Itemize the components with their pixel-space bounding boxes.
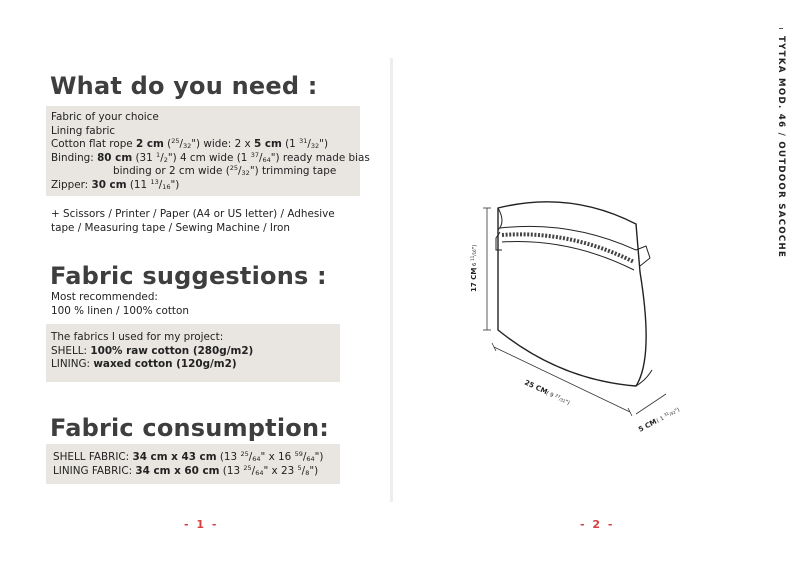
materials-box bbox=[46, 106, 370, 196]
left-tab bbox=[496, 232, 502, 250]
width-dim-tick-left bbox=[492, 343, 496, 351]
width-cm-label: 25 CM bbox=[523, 378, 549, 397]
fabric-lining: LINING: waxed cotton (120g/m2) bbox=[51, 358, 237, 371]
zipper-teeth bbox=[502, 234, 634, 262]
width-dim-tick-right bbox=[628, 408, 632, 416]
depth-cm-label: 5 CM bbox=[637, 417, 659, 434]
consumption-lining: LINING FABRIC: 34 cm x 60 cm (13 $^{25}/_{64}$" x 23 $^5/_8$") bbox=[53, 463, 319, 477]
pouch-depth-edge bbox=[636, 370, 652, 386]
heading-fabric-suggestions: Fabric suggestions : bbox=[50, 262, 327, 290]
page-number-right: - 2 - bbox=[580, 518, 615, 531]
heading-fabric-consumption: Fabric consumption: bbox=[50, 414, 330, 442]
fabrics-used-box bbox=[46, 324, 340, 382]
pouch-zipper-bottom bbox=[502, 242, 634, 270]
page-divider bbox=[390, 58, 393, 502]
pouch-outline bbox=[498, 202, 646, 386]
height-in-label: ( 6 $^{11}_{/16}$") bbox=[470, 244, 478, 270]
recommendation-text: Most recommended: 100 % linen / 100% cotton bbox=[51, 291, 189, 317]
material-rope: Cotton flat rope 2 cm $(^{25}/_{32}")$ wide: 2 x 5 cm (1 $^{31}/_{32}$") bbox=[51, 137, 329, 151]
pouch-diagram bbox=[440, 180, 700, 440]
material-zipper: Zipper: 30 cm (11 $^{13}/_{16}$") bbox=[51, 177, 180, 191]
consumption-shell: SHELL FABRIC: 34 cm x 43 cm (13 $^{25}/_{64}$" x 16 $^{59}/_{64}$") bbox=[53, 450, 324, 463]
material-binding: Binding: 80 cm (31 $^1/_2$") 4 cm wide (1 $^{37}/_{64}$") ready made bias bbox=[51, 150, 370, 164]
side-title-dash bbox=[779, 28, 783, 29]
width-in-label: ( 9 $^{27}_{/32}$") bbox=[544, 390, 571, 407]
material-fabric: Fabric of your choice bbox=[51, 111, 159, 123]
height-cm-label: 17 CM bbox=[470, 267, 478, 292]
tools-text: + Scissors / Printer / Paper (A4 or US letter) / Adhesive tape / Measuring tape / Sewing Machine / Iron bbox=[51, 208, 335, 234]
material-lining: Lining fabric bbox=[51, 124, 116, 137]
fabric-shell: SHELL: 100% raw cotton (280g/m2) bbox=[51, 344, 254, 357]
depth-dim-line bbox=[636, 394, 666, 414]
heading-what-you-need: What do you need : bbox=[50, 72, 318, 100]
side-title: TYTKA MOD. 46 / OUTDOOR SACOCHE bbox=[776, 36, 786, 259]
consumption-box bbox=[46, 444, 340, 484]
page-number-left: - 1 - bbox=[184, 518, 219, 531]
depth-in-label: ( 1 $^{31}_{/32}$") bbox=[655, 407, 682, 425]
material-binding-alt: binding or 2 cm wide $(^{25}/_{32}")$ trimming tape bbox=[113, 164, 337, 178]
fabrics-used-title: The fabrics I used for my project: bbox=[51, 331, 224, 343]
